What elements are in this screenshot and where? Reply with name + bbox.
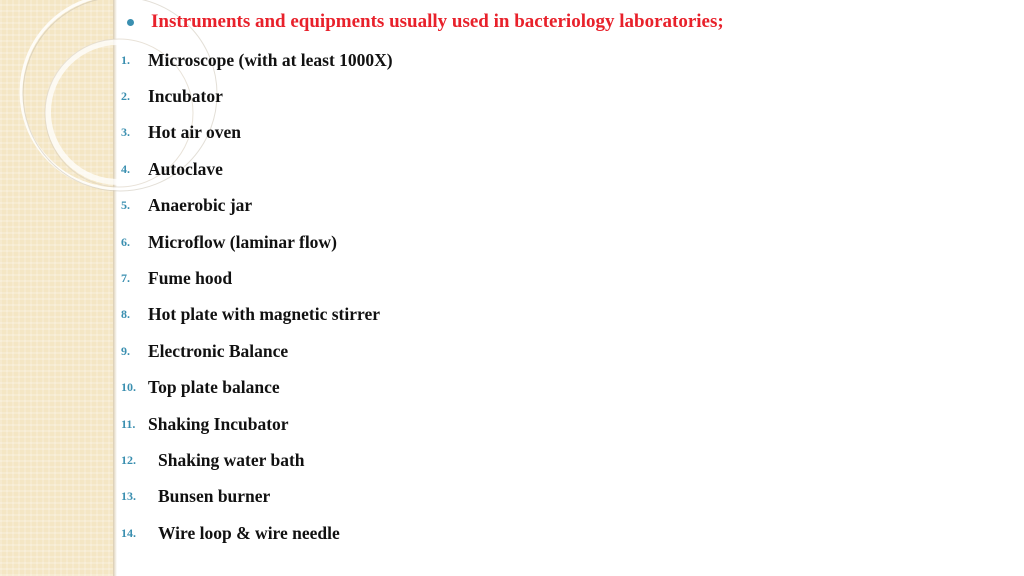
decorative-side-panel	[0, 0, 113, 576]
list-item	[121, 266, 232, 290]
list-item	[121, 230, 337, 254]
list-item	[121, 84, 223, 108]
list-item-text: Incubator	[148, 85, 223, 106]
list-item-number: 5.	[121, 198, 130, 213]
list-item-number: 3.	[121, 125, 130, 140]
list-item-text: Hot air oven	[148, 122, 242, 143]
side-panel-shadow	[113, 0, 117, 576]
list-item	[121, 448, 305, 472]
list-item	[121, 521, 340, 545]
list-item	[121, 485, 270, 509]
list-item-number: 13.	[121, 489, 136, 504]
bullet-icon	[127, 19, 134, 26]
list-item	[121, 157, 223, 181]
heading-row	[127, 9, 724, 35]
list-item-text: Autoclave	[148, 158, 223, 179]
list-item-number: 9.	[121, 343, 130, 358]
list-item	[121, 412, 289, 436]
list-item-text: Hot plate with magnetic stirrer	[148, 304, 380, 325]
list-item-text: Electronic Balance	[148, 340, 289, 361]
list-item-number: 2.	[121, 88, 130, 103]
list-item-text: Microflow (laminar flow)	[148, 231, 337, 252]
list-item-number: 12.	[121, 452, 136, 467]
list-item-text: Top plate balance	[148, 377, 280, 398]
list-item	[121, 194, 252, 218]
list-item-text: Shaking Incubator	[148, 413, 289, 434]
list-item-text: Fume hood	[148, 267, 233, 288]
list-item-text: Bunsen burner	[158, 486, 271, 507]
list-item-number: 8.	[121, 307, 130, 322]
list-item	[121, 121, 241, 145]
list-item-number: 1.	[121, 52, 130, 67]
list-item-number: 4.	[121, 161, 130, 176]
list-item-text: Anaerobic jar	[148, 195, 253, 216]
list-item	[121, 48, 393, 72]
list-item-text: Shaking water bath	[158, 449, 305, 470]
list-item-text: Microscope (with at least 1000X)	[148, 49, 393, 70]
list-item-number: 6.	[121, 234, 130, 249]
list-item-text: Wire loop & wire needle	[158, 522, 340, 543]
list-item-number: 11.	[121, 416, 136, 431]
list-item-number: 10.	[121, 380, 136, 395]
list-item-number: 14.	[121, 525, 136, 540]
list-item	[121, 376, 280, 400]
list-item	[121, 303, 380, 327]
list-item-number: 7.	[121, 270, 130, 285]
slide-heading: Instruments and equipments usually used in bacteriology laboratories;	[151, 11, 724, 32]
list-item	[121, 339, 288, 363]
